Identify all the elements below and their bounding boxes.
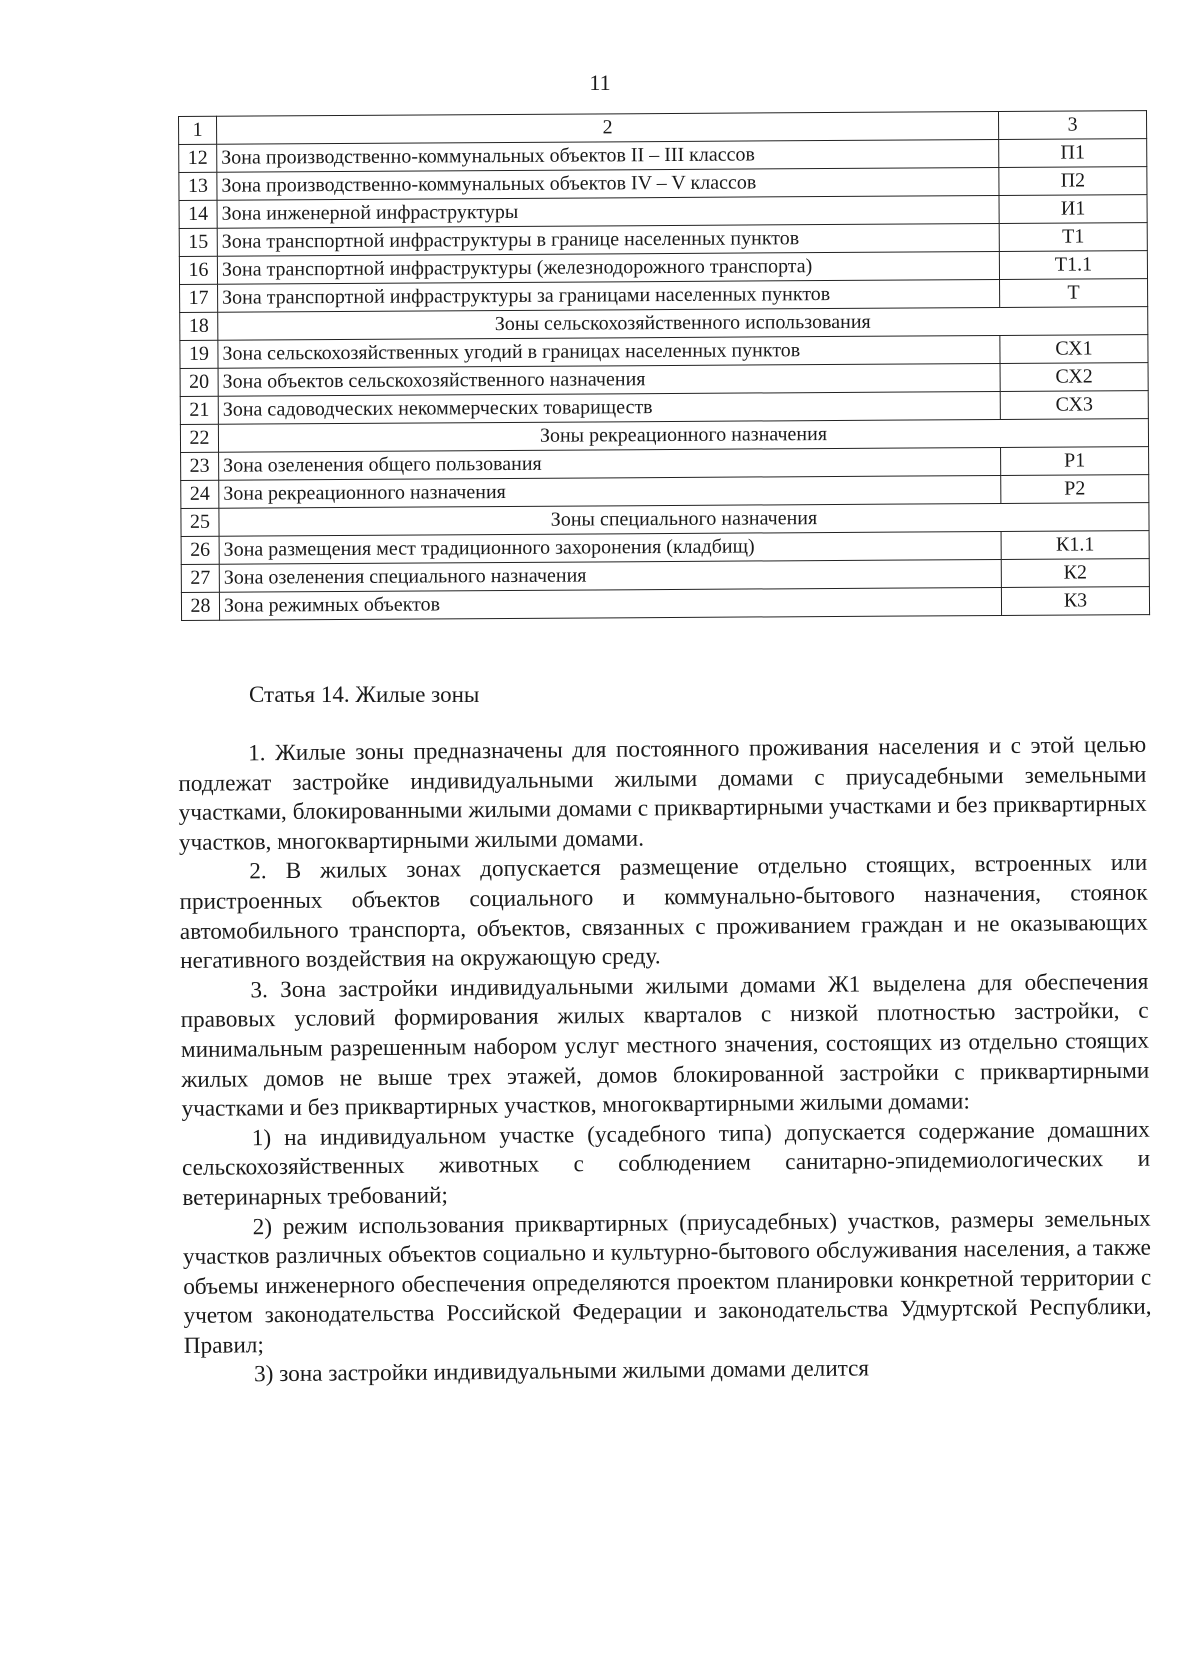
zone-name: Зона производственно-коммунальных объектов IV – V классов bbox=[217, 167, 999, 200]
zone-code: СХ2 bbox=[1000, 363, 1148, 392]
article-body bbox=[178, 731, 1152, 1391]
header-cell-name: 2 bbox=[217, 111, 999, 144]
zone-name: Зона сельскохозяйственных угодий в границах населенных пунктов bbox=[218, 335, 1000, 368]
zones-table bbox=[178, 110, 1150, 621]
zone-code: П2 bbox=[999, 167, 1147, 196]
zone-name: Зона рекреационного назначения bbox=[219, 475, 1001, 508]
zone-code: Т bbox=[1000, 279, 1148, 308]
row-number: 25 bbox=[181, 508, 219, 536]
row-number: 19 bbox=[180, 340, 218, 368]
zone-name: Зона садоводческих некоммерческих товариществ bbox=[218, 391, 1000, 424]
row-number: 17 bbox=[180, 284, 218, 312]
zone-name: Зона озеленения общего пользования bbox=[219, 447, 1001, 480]
header-cell-num: 1 bbox=[179, 116, 217, 144]
row-number: 28 bbox=[181, 592, 219, 620]
row-number: 23 bbox=[181, 452, 219, 480]
zone-code: СХ3 bbox=[1000, 391, 1148, 420]
zone-code: К2 bbox=[1001, 559, 1149, 588]
zone-code: СХ1 bbox=[1000, 335, 1148, 364]
zone-code: Р1 bbox=[1001, 447, 1149, 476]
zone-code: К1.1 bbox=[1001, 531, 1149, 560]
zone-name: Зона производственно-коммунальных объектов II – III классов bbox=[217, 139, 999, 172]
row-number: 14 bbox=[179, 200, 217, 228]
header-cell-code: 3 bbox=[998, 111, 1146, 140]
row-number: 20 bbox=[180, 368, 218, 396]
table-row bbox=[181, 587, 1149, 621]
row-number: 21 bbox=[180, 396, 218, 424]
zone-name: Зона озеленения специального назначения bbox=[219, 559, 1001, 592]
row-number: 13 bbox=[179, 172, 217, 200]
section-title: Зоны рекреационного назначения bbox=[218, 419, 1148, 453]
zone-code: И1 bbox=[999, 195, 1147, 224]
zone-code: П1 bbox=[999, 139, 1147, 168]
row-number: 27 bbox=[181, 564, 219, 592]
article-heading: Статья 14. Жилые зоны bbox=[249, 682, 480, 707]
zone-code: К3 bbox=[1001, 587, 1149, 616]
page-number: 11 bbox=[589, 70, 611, 95]
paragraph: 2. В жилых зонах допускается размещение отдельно стоящих, встроенных или пристроенных объектов социального и коммунально-бытового назначения, стоянок автомобильного транспорта, объектов, связанных с проживанием граждан и не оказывающих негативного воздействия на окружающую среду. bbox=[179, 850, 1148, 975]
zone-name: Зона транспортной инфраструктуры (железнодорожного транспорта) bbox=[217, 251, 999, 284]
zone-code: Р2 bbox=[1001, 475, 1149, 504]
zone-name: Зона транспортной инфраструктуры за границами населенных пунктов bbox=[218, 279, 1000, 312]
row-number: 18 bbox=[180, 312, 218, 340]
zone-name: Зона инженерной инфраструктуры bbox=[217, 195, 999, 228]
zone-name: Зона объектов сельскохозяйственного назначения bbox=[218, 363, 1000, 396]
paragraph: 1) на индивидуальном участке (усадебного типа) допускается содержание домашних сельскохозяйственных животных с соблюдением санитарно-эпидемиологических и ветеринарных требований; bbox=[181, 1116, 1151, 1211]
row-number: 12 bbox=[179, 144, 217, 172]
paragraph: 2) режим использования приквартирных (приусадебных) участков, размеры земельных участков различных объектов социально и культурно-бытового обслуживания населения, а также объемы инженерного обеспечения определяются проектом планировки конкретной территории с учетом законодательства Российской Федерации и законодательства Удмуртской Республики, Правил; bbox=[182, 1205, 1152, 1359]
zone-name: Зона транспортной инфраструктуры в границе населенных пунктов bbox=[217, 223, 999, 256]
paragraph: 1. Жилые зоны предназначены для постоянного проживания населения и с этой целью подлежат застройке индивидуальными жилыми домами с приусадебными земельными участками, блокированными жилыми домами с приквартирными участками и без приквартирных участков, многоквартирными жилыми домами. bbox=[178, 731, 1147, 856]
row-number: 26 bbox=[181, 536, 219, 564]
zone-code: Т1.1 bbox=[999, 251, 1147, 280]
section-title: Зоны специального назначения bbox=[219, 503, 1149, 537]
zone-name: Зона размещения мест традиционного захоронения (кладбищ) bbox=[219, 531, 1001, 564]
zone-code: Т1 bbox=[999, 223, 1147, 252]
row-number: 16 bbox=[179, 256, 217, 284]
paragraph: 3) зона застройки индивидуальными жилыми домами делится bbox=[253, 1355, 870, 1388]
paragraph: 3. Зона застройки индивидуальными жилыми домами Ж1 выделена для обеспечения правовых условий формирования жилых кварталов с низкой плотностью застройки, с минимальным разрешенным набором услуг местного значения, состоящих из отдельно стоящих жилых домов не выше трех этажей, домов блокированной застройки с приквартирными участками и без приквартирных участков, многоквартирными жилыми домами: bbox=[180, 968, 1150, 1123]
row-number: 24 bbox=[181, 480, 219, 508]
zone-name: Зона режимных объектов bbox=[219, 587, 1001, 620]
row-number: 22 bbox=[180, 424, 218, 452]
row-number: 15 bbox=[179, 228, 217, 256]
section-title: Зоны сельскохозяйственного использования bbox=[218, 307, 1148, 341]
